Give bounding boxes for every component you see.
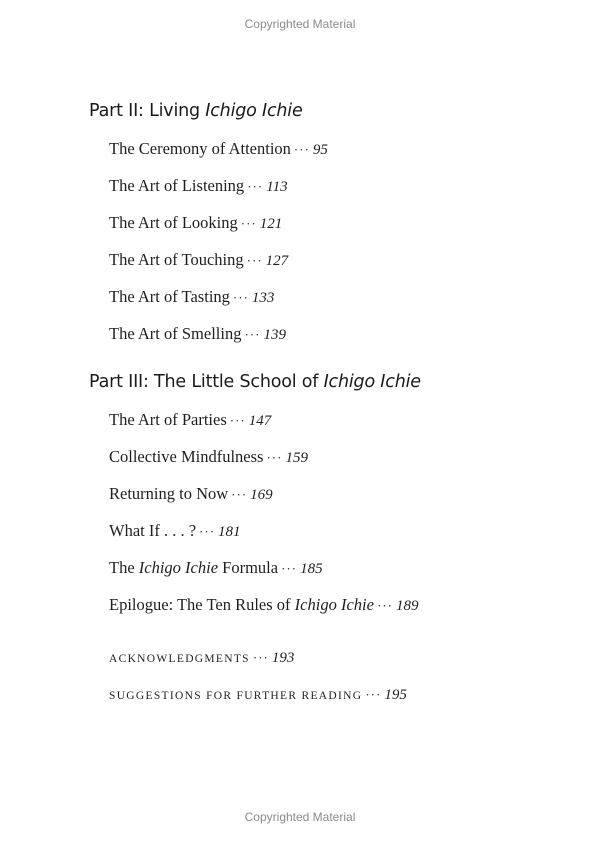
entry-title: [109, 213, 238, 232]
copyright-watermark-top: Copyrighted Material: [244, 17, 356, 31]
entry-title-text: The Art of Tasting: [109, 286, 230, 306]
entry-title: SUGGESTIONS FOR FURTHER READING: [109, 690, 363, 702]
entry-title: [109, 558, 278, 577]
dot-leader: ···: [199, 523, 216, 539]
dot-leader: ···: [246, 252, 263, 268]
page-number: 147: [248, 413, 272, 429]
page-number: 127: [265, 252, 289, 269]
entry-title-text: Formula: [218, 557, 279, 577]
page-number: 159: [285, 449, 308, 466]
toc-entry-acknowledgments[interactable]: [109, 648, 294, 669]
dot-leader: ···: [376, 597, 393, 613]
dot-leader: ···: [231, 486, 248, 502]
part-heading: [89, 100, 303, 122]
dot-leader: ···: [266, 449, 283, 465]
part-title: Part II: Living: [89, 101, 206, 121]
copyright-watermark-bottom: Copyrighted Material: [244, 810, 356, 824]
entry-title-text: Returning to Now: [109, 483, 229, 503]
entry-title: [109, 521, 196, 540]
entry-title-text: Epilogue: The Ten Rules of: [109, 594, 295, 614]
dot-leader: ···: [229, 413, 246, 428]
toc-entry[interactable]: [109, 324, 286, 345]
toc-entry[interactable]: [109, 176, 288, 197]
entry-title: [109, 250, 244, 269]
dot-leader: ···: [240, 215, 257, 231]
entry-title-italic: Ichigo Ichie: [138, 557, 219, 577]
toc-entry[interactable]: [109, 484, 273, 505]
entry-title-text: The Art of Touching: [109, 249, 244, 269]
toc-entry-further-reading[interactable]: [109, 685, 407, 706]
toc-entry[interactable]: [109, 139, 328, 160]
page-number: 195: [384, 687, 407, 703]
toc-entry[interactable]: [109, 521, 241, 542]
part-title-italic: Ichigo Ichie: [205, 101, 303, 121]
entry-title-text: Collective Mindfulness: [109, 446, 264, 466]
entry-title-text: The Art of Listening: [109, 175, 245, 195]
page-number: 185: [300, 560, 323, 577]
dot-leader: ···: [244, 326, 261, 342]
part-title-italic: Ichigo Ichie: [323, 372, 421, 392]
page-number: 169: [250, 486, 273, 503]
entry-title: [109, 447, 263, 466]
entry-title-text: The: [109, 557, 139, 577]
part-heading: [89, 371, 421, 393]
entry-title-text: The Ceremony of Attention: [109, 139, 291, 158]
dot-leader: ···: [252, 650, 269, 665]
entry-title: [109, 287, 230, 306]
page-number: 139: [263, 326, 286, 343]
entry-title: [109, 595, 374, 614]
entry-title: [109, 176, 244, 195]
dot-leader: ···: [293, 142, 310, 157]
entry-title: ACKNOWLEDGMENTS: [109, 653, 250, 665]
entry-title: [109, 484, 228, 503]
part-title: Part III: The Little School of: [89, 372, 324, 392]
entry-title-text: What If . . . ?: [109, 520, 197, 540]
entry-title-italic: Ichigo Ichie: [294, 594, 374, 614]
toc-entry[interactable]: [109, 558, 323, 579]
toc-entry[interactable]: [109, 287, 274, 308]
toc-entry[interactable]: [109, 595, 418, 616]
page-number: 193: [271, 650, 295, 666]
page-number: 95: [312, 142, 328, 158]
page-number: 133: [251, 289, 275, 306]
toc-entry[interactable]: [109, 213, 282, 234]
page-number: 113: [266, 178, 288, 195]
page-number: 121: [259, 215, 283, 232]
toc-entry[interactable]: [109, 410, 271, 431]
dot-leader: ···: [365, 687, 382, 702]
entry-title-text: The Art of Parties: [109, 410, 227, 429]
page-number: 181: [218, 523, 241, 540]
page-number: 189: [395, 597, 419, 614]
entry-title-text: The Art of Looking: [109, 212, 238, 232]
toc-entry[interactable]: [109, 250, 288, 271]
dot-leader: ···: [232, 289, 249, 305]
toc-entry[interactable]: [109, 447, 308, 468]
entry-title: [109, 324, 241, 343]
dot-leader: ···: [281, 560, 298, 576]
dot-leader: ···: [247, 178, 264, 194]
entry-title: [109, 410, 227, 429]
entry-title: [109, 139, 291, 158]
entry-title-text: The Art of Smelling: [109, 323, 242, 343]
